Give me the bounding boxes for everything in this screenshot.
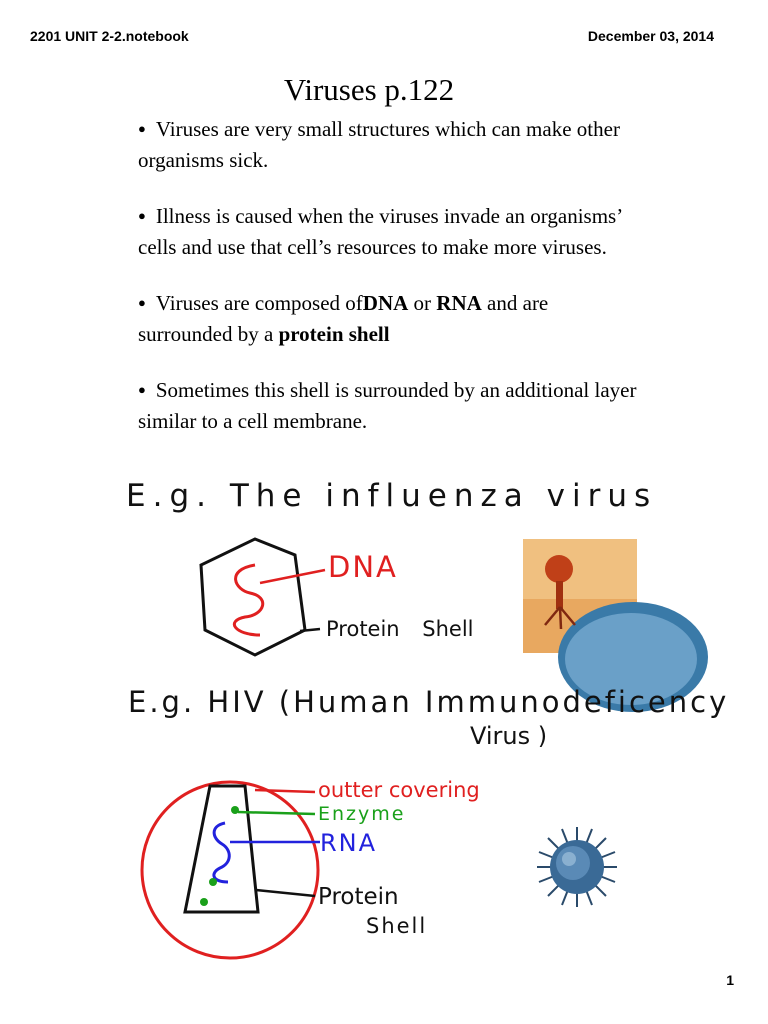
bullet-item-1: ● Viruses are very small structures which can make other organisms sick. bbox=[138, 117, 620, 172]
bullet-dot-icon: ● bbox=[138, 382, 146, 397]
rna-strand-shape bbox=[214, 823, 229, 882]
dna-pointer-line bbox=[260, 570, 325, 583]
enzyme-dot bbox=[209, 878, 217, 886]
outer-pointer-line bbox=[255, 790, 315, 792]
virus-particle-image bbox=[535, 825, 619, 909]
hiv-diagram bbox=[140, 778, 480, 958]
enzyme-dot bbox=[231, 806, 239, 814]
enzyme-dot bbox=[200, 898, 208, 906]
term-protein-shell: protein shell bbox=[278, 322, 390, 346]
hiv-heading: E.g. HIV (Human Immunodeficency bbox=[128, 685, 730, 719]
term-dna: DNA bbox=[362, 291, 409, 315]
hexagon-shell-shape bbox=[201, 539, 305, 655]
bullet-dot-icon: ● bbox=[138, 208, 146, 223]
term-rna: RNA bbox=[436, 291, 482, 315]
enzyme-pointer-line bbox=[238, 812, 315, 814]
notebook-date: December 03, 2014 bbox=[587, 28, 714, 44]
bullet-item-2: ● Illness is caused when the viruses invade an organisms’ cells and use that cell’s resources to make more viruses. bbox=[138, 204, 622, 259]
protein-label: Protein bbox=[318, 884, 399, 910]
notebook-name: 2201 UNIT 2-2.notebook bbox=[30, 28, 189, 44]
dna-label: DNA bbox=[328, 550, 398, 584]
bullet-list bbox=[138, 115, 638, 463]
page-number: 1 bbox=[726, 972, 734, 988]
rna-label: RNA bbox=[320, 829, 378, 857]
bullet-dot-icon: ● bbox=[138, 121, 146, 136]
page-title: Viruses p.122 bbox=[283, 72, 455, 107]
outer-covering-shape bbox=[142, 782, 318, 958]
protein-pointer-line bbox=[256, 890, 315, 896]
bullet-dot-icon: ● bbox=[138, 295, 146, 310]
dna-strand-shape bbox=[234, 565, 262, 635]
bacteriophage-image bbox=[523, 539, 637, 653]
outer-covering-label: outter covering bbox=[318, 778, 480, 802]
bullet-item-3: ● Viruses are composed ofDNA or RNA and are surrounded by a protein shell bbox=[138, 291, 549, 346]
shell-pointer-line bbox=[300, 629, 320, 631]
influenza-heading: E.g. The influenza virus bbox=[126, 478, 658, 514]
protein-shell-shape bbox=[185, 786, 258, 912]
bullet-item-4: ● Sometimes this shell is surrounded by an additional layer similar to a cell membrane. bbox=[138, 378, 637, 433]
protein-shell-label: Protein Shell bbox=[326, 617, 474, 641]
hiv-heading-line-2: Virus ) bbox=[470, 722, 548, 750]
shell-label: Shell bbox=[366, 914, 428, 938]
enzyme-label: Enzyme bbox=[318, 803, 406, 825]
